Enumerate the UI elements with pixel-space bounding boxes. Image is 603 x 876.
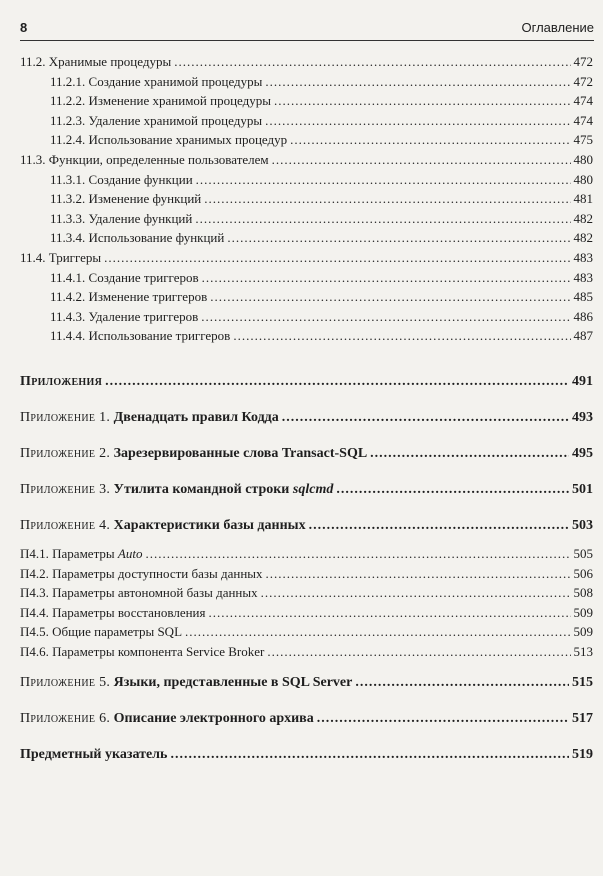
toc-appendix-3[interactable]: Приложение 3. Утилита командной строки sqlcmd ..... 501	[20, 472, 593, 508]
toc-appendix-4[interactable]: Приложение 4. Характеристики базы данных ..... 503	[20, 508, 593, 544]
toc-entry[interactable]: 11.2. Хранимые процедуры ..... 472	[20, 52, 593, 72]
toc-entry[interactable]: 11.4.3. Удаление триггеров ..... 486	[20, 307, 593, 327]
toc-entry[interactable]: П4.3. Параметры автономной базы данных ..... 508	[20, 583, 593, 603]
toc-appendix-2[interactable]: Приложение 2. Зарезервированные слова Transact-SQL ..... 495	[20, 436, 593, 472]
toc-appendix-1[interactable]: Приложение 1. Двенадцать правил Кодда ..... 493	[20, 400, 593, 436]
toc-entry[interactable]: 11.2.4. Использование хранимых процедур ..... 475	[20, 130, 593, 150]
page-number: 8	[20, 20, 28, 35]
toc-entry[interactable]: П4.2. Параметры доступности базы данных ..... 506	[20, 564, 593, 584]
toc-entry[interactable]: П4.6. Параметры компонента Service Broker ..... 513	[20, 642, 593, 662]
toc-entry[interactable]: П4.4. Параметры восстановления ..... 509	[20, 603, 593, 623]
toc-entry[interactable]: 11.3.3. Удаление функций ..... 482	[20, 209, 593, 229]
page-header	[20, 18, 594, 41]
table-of-contents	[20, 52, 593, 773]
toc-entry[interactable]: 11.3.1. Создание функции ..... 480	[20, 170, 593, 190]
toc-entry[interactable]: П4.5. Общие параметры SQL ..... 509	[20, 622, 593, 642]
toc-entry[interactable]: 11.2.1. Создание хранимой процедуры ..... 472	[20, 72, 593, 92]
toc-entry[interactable]: П4.1. Параметры Auto ..... 505	[20, 544, 593, 564]
toc-entry[interactable]: 11.4.1. Создание триггеров ..... 483	[20, 268, 593, 288]
toc-entry[interactable]: 11.4.2. Изменение триггеров ..... 485	[20, 287, 593, 307]
toc-entry[interactable]: 11.3.2. Изменение функций ..... 481	[20, 189, 593, 209]
toc-entry[interactable]: 11.4.4. Использование триггеров ..... 487	[20, 326, 593, 346]
toc-entry[interactable]: 11.2.3. Удаление хранимой процедуры ..... 474	[20, 111, 593, 131]
toc-entry[interactable]: 11.3. Функции, определенные пользователем ..... 480	[20, 150, 593, 170]
toc-subject-index[interactable]: Предметный указатель ..... 519	[20, 737, 593, 773]
toc-appendices-title[interactable]: Приложения ..... 491	[20, 364, 593, 400]
toc-appendix-6[interactable]: Приложение 6. Описание электронного архива ..... 517	[20, 701, 593, 737]
toc-entry[interactable]: 11.3.4. Использование функций ..... 482	[20, 228, 593, 248]
toc-entry[interactable]: 11.4. Триггеры ..... 483	[20, 248, 593, 268]
toc-entry[interactable]: 11.2.2. Изменение хранимой процедуры ..... 474	[20, 91, 593, 111]
toc-appendix-5[interactable]: Приложение 5. Языки, представленные в SQL Server ..... 515	[20, 665, 593, 701]
running-title: Оглавление	[521, 20, 594, 35]
